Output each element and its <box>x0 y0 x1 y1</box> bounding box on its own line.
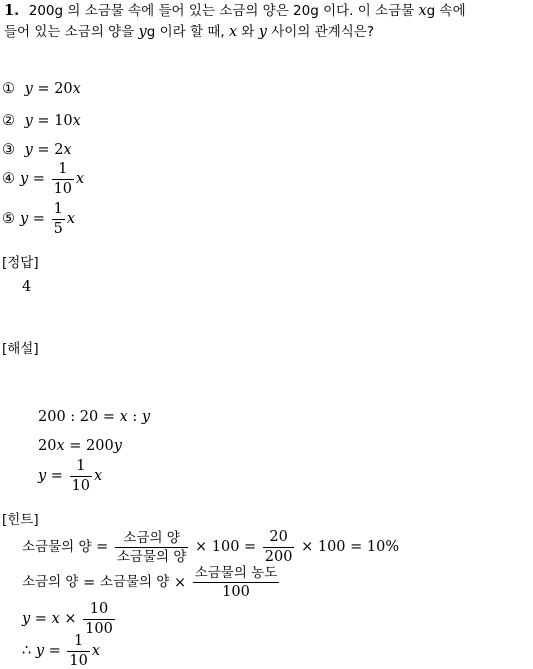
choice-marker: ④ <box>2 171 15 188</box>
hint-text: 소금물의 양 <box>22 538 92 555</box>
var-x: x <box>56 438 65 454</box>
answer-value: 4 <box>22 279 32 295</box>
var-x: x <box>228 24 238 40</box>
ratio-left: 200 : 20 = <box>38 409 120 425</box>
denominator: 100 <box>193 582 280 600</box>
question-number: 1. <box>4 2 20 19</box>
var-x: x <box>63 142 72 158</box>
question-line-1 <box>4 4 466 19</box>
choice-marker: ② <box>2 113 15 129</box>
choice-5[interactable] <box>2 202 75 237</box>
var-y: y <box>24 81 33 97</box>
choice-3[interactable] <box>2 143 72 158</box>
fraction <box>52 202 65 237</box>
question-text: 200g 의 소금물 속에 들어 있는 소금의 양은 20g 이다. 이 소금물 <box>28 3 419 19</box>
var-y: y <box>141 409 151 425</box>
var-y: y <box>24 142 33 158</box>
fraction <box>70 459 92 494</box>
fraction <box>115 531 189 564</box>
multiply: × <box>169 574 191 591</box>
numerator: 10 <box>89 601 109 617</box>
question-text: 와 <box>237 24 259 40</box>
question-text: 사이의 관계식은? <box>266 24 375 40</box>
numerator: 1 <box>58 161 68 177</box>
choice-marker: ③ <box>2 142 15 158</box>
equals: = <box>28 211 50 228</box>
numerator: 1 <box>74 633 84 649</box>
hint-line-1 <box>22 530 399 565</box>
numerator: 1 <box>76 458 86 474</box>
answer-heading: [정답] <box>2 255 39 271</box>
equals: = <box>30 611 52 628</box>
var-x: x <box>72 113 81 129</box>
var-y: y <box>258 24 267 40</box>
numerator: 20 <box>269 529 288 545</box>
var-x: x <box>94 468 103 485</box>
choice-2[interactable] <box>2 114 81 129</box>
question-text: g 이라 할 때, <box>146 24 229 40</box>
coefficient: 20 <box>38 438 57 454</box>
question-text: 들어 있는 소금의 양을 <box>4 24 139 40</box>
choice-1[interactable] <box>2 82 81 97</box>
coefficient: 20 <box>54 81 73 97</box>
coefficient: 2 <box>54 142 64 158</box>
equals: = 200 <box>64 438 114 454</box>
var-x: x <box>51 611 60 628</box>
solution-heading: [해설] <box>2 341 39 357</box>
var-y: y <box>138 24 147 40</box>
coefficient: 10 <box>54 113 73 129</box>
equals: = <box>78 574 100 591</box>
hint-line-2 <box>22 566 281 600</box>
denominator: 10 <box>71 478 91 495</box>
colon: : <box>127 409 142 425</box>
choice-4[interactable] <box>2 162 84 197</box>
equals: = <box>91 539 113 556</box>
denominator: 소금물의 양 <box>116 549 187 566</box>
var-y: y <box>38 468 47 485</box>
hint-heading: [힌트] <box>2 512 39 528</box>
choice-marker: ① <box>2 81 15 97</box>
var-y: y <box>22 611 31 628</box>
denominator: 200 <box>264 549 293 566</box>
solution-line-2 <box>38 439 122 454</box>
denominator: 10 <box>53 181 73 198</box>
fraction <box>193 566 280 600</box>
equals: = <box>46 468 68 485</box>
equals: = <box>32 142 55 158</box>
multiply: × <box>59 611 82 628</box>
hint-text: 소금물의 양 <box>99 574 170 591</box>
equals: = <box>44 643 66 660</box>
fraction <box>83 602 115 637</box>
numerator: 1 <box>53 201 63 217</box>
denominator: 5 <box>53 221 63 238</box>
multiply: × 100 = <box>190 539 261 556</box>
var-x: x <box>72 81 81 97</box>
therefore-symbol: ∴ <box>22 643 36 660</box>
denominator: 100 <box>85 621 113 638</box>
var-x: x <box>418 3 427 19</box>
choice-marker: ⑤ <box>2 211 15 228</box>
var-x: x <box>76 171 85 188</box>
solution-line-1 <box>38 410 150 425</box>
equals: = <box>32 81 55 97</box>
fraction <box>67 634 89 669</box>
equals: = <box>28 171 50 188</box>
question-line-2 <box>4 25 374 40</box>
var-y: y <box>113 438 122 454</box>
hint-text: 소금의 양 <box>22 574 79 591</box>
question-text: g 속에 <box>426 3 466 19</box>
equals: = <box>32 113 55 129</box>
hint-line-4 <box>22 634 100 669</box>
result: × 100 = 10% <box>296 539 400 556</box>
numerator: 소금의 양 <box>123 530 180 547</box>
var-x: x <box>91 643 101 660</box>
fraction <box>52 162 74 197</box>
fraction <box>263 530 295 565</box>
denominator: 10 <box>69 653 88 669</box>
var-x: x <box>66 211 75 228</box>
var-y: y <box>20 171 29 188</box>
var-y: y <box>35 643 45 660</box>
solution-line-3 <box>38 459 102 494</box>
numerator: 소금물의 농도 <box>194 565 278 581</box>
var-y: y <box>24 113 33 129</box>
hint-line-3 <box>22 602 117 637</box>
var-y: y <box>20 211 29 228</box>
var-x: x <box>119 409 128 425</box>
